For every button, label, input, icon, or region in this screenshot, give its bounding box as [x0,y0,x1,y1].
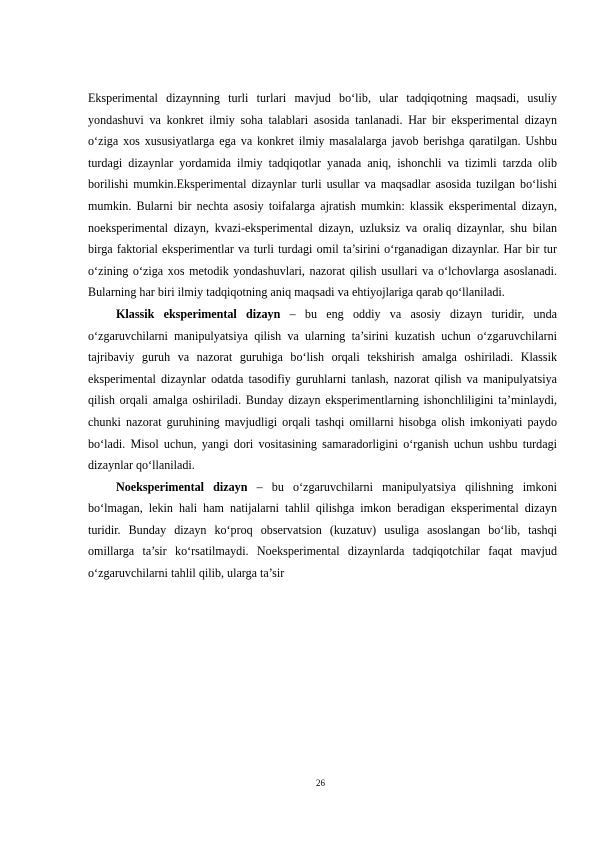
term-heading: Klassik eksperimental dizayn [116,306,281,321]
paragraph-text: Eksperimental dizaynning turli turlari mavjud bo‘lib, ular tadqiqotning maqsadi, usuliy yondashuvi va konkret ilmiy soha talablari asosida tanlanadi. Har bir eksperimental dizayn o‘ziga xos xususiyatlarga ega va konkret ilmiy masalalarga javob berishga qaratilgan. Ushbu turdagi dizaynlar yordamida ilmiy tadqiqotlar yanada aniq, ishonchli va tizimli tarzda olib borilishi mumkin.Eksperimental dizaynlar turli usullar va maqsadlar asosida tuzilgan bo‘lishi mumkin. Bularni bir nechta asosiy toifalarga ajratish mumkin: klassik eksperimental dizayn, noeksperimental dizayn, kvazi-eksperimental dizayn, uzluksiz va oraliq dizaynlar, shu bilan birga faktorial eksperimentlar va turli turdagi omil ta’sirini o‘rganadigan dizaynlar. Har bir tur o‘zining o‘ziga xos metodik yondashuvlari, nazorat qilish usullari va o‘lchovlarga asoslanadi. Bularning har biri ilmiy tadqiqotning aniq maqsadi va ehtiyojlariga qarab qo‘llaniladi. [88,91,557,300]
paragraph-nonexperimental-design [88,477,557,585]
term-heading: Noeksperimental dizayn [116,479,248,494]
page-number: 26 [316,778,325,788]
paragraph-text: – bu o‘zgaruvchilarni manipulyatsiya qilishning imkoni bo‘lmagan, lekin hali ham natijalarni tahlil qilishga imkon beradigan eksperimental dizayn turidir. Bunday dizayn ko‘proq observatsion (kuzatuv) usuliga asoslangan bo‘lib, tashqi omillarga ta’sir ko‘rsatilmaydi. Noeksperimental dizaynlarda tadqiqotchilar faqat mavjud o‘zgaruvchilarni tahlil qilib, ularga ta’sir [88,479,557,581]
page-body [88,88,557,585]
paragraph-intro [88,88,557,304]
paragraph-text: – bu eng oddiy va asosiy dizayn turidir, unda o‘zgaruvchilarni manipulyatsiya qilish va ularning ta’sirini kuzatish uchun o‘zgaruvchilarni tajribaviy guruh va nazorat guruhiga bo‘lish orqali tekshirish amalga oshiriladi. Klassik eksperimental dizaynlar odatda tasodifiy guruhlarni tanlash, nazorat qilish va manipulyatsiya qilish orqali amalga oshiriladi. Bunday dizayn eksperimentlarning ishonchliligini ta’minlaydi, chunki nazorat guruhining mavjudligi orqali tashqi omillarni hisobga olish imkoniyati paydo bo‘ladi. Misol uchun, yangi dori vositasining samaradorligini o‘rganish uchun ushbu turdagi dizaynlar qo‘llaniladi. [88,306,558,473]
paragraph-classic-design [88,304,557,477]
